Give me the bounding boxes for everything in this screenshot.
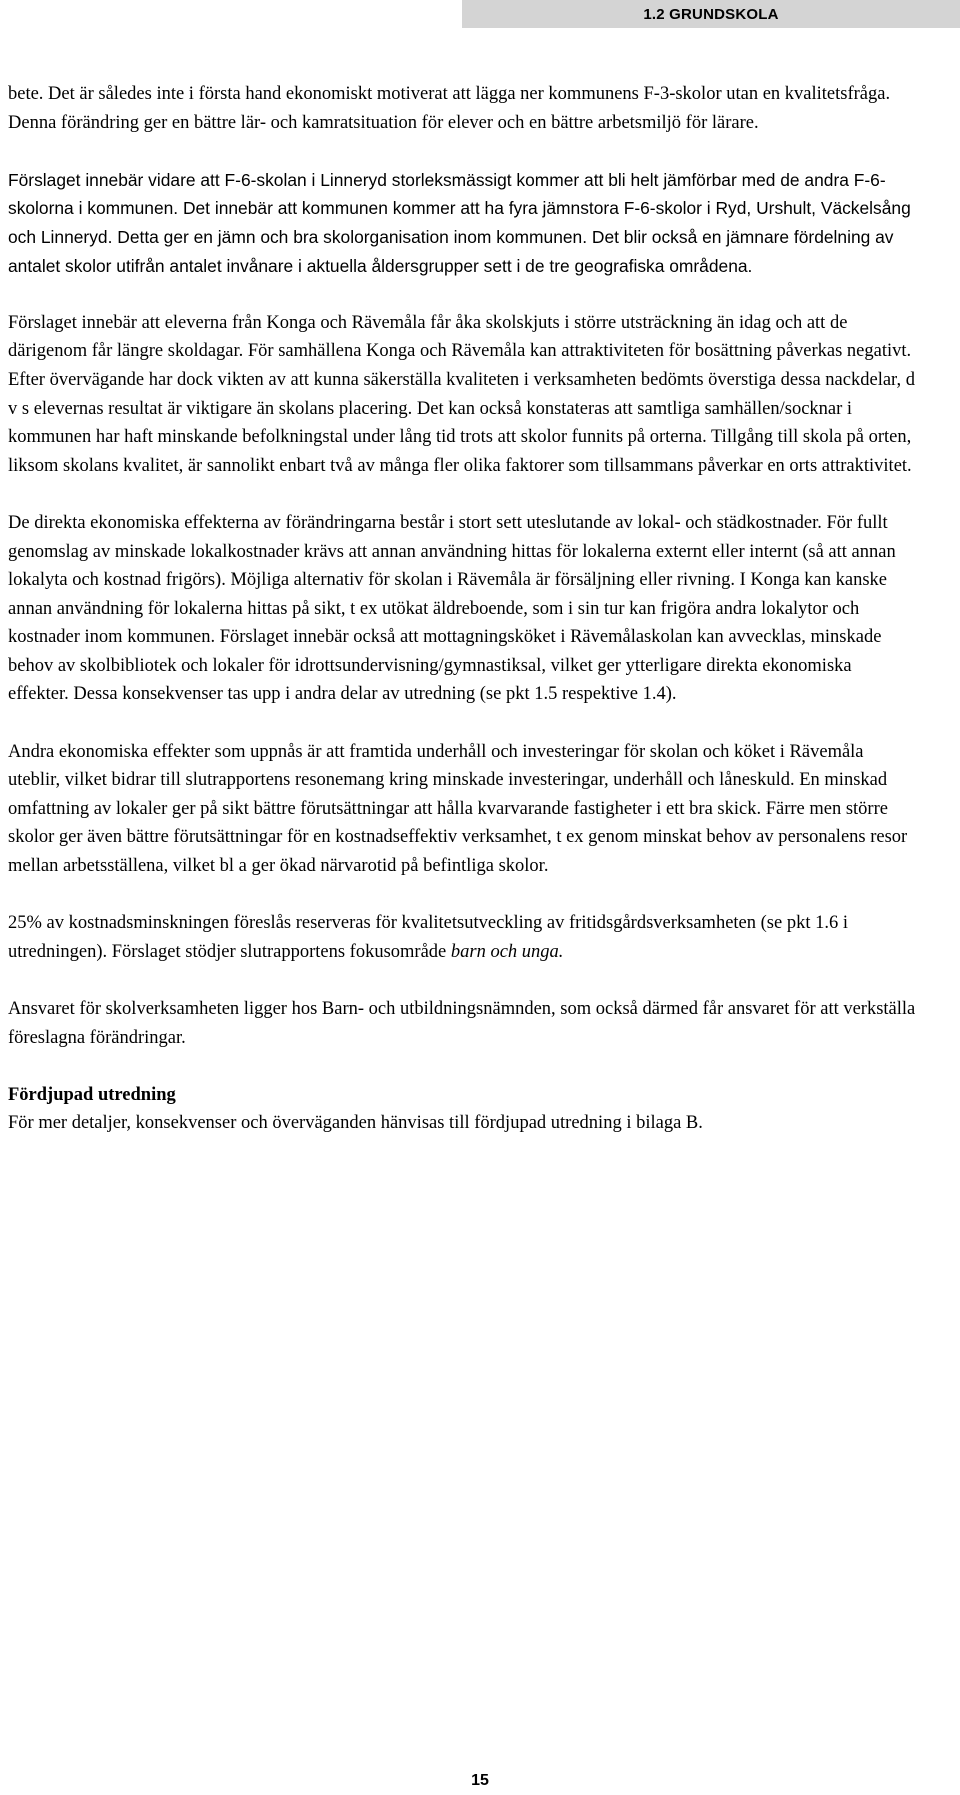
paragraph-other-economic: Andra ekonomiska effekter som uppnås är att framtida underhåll och investeringar för skolan och köket i Rävemåla uteblir, vilket bidrar till slutrapportens resonemang kring minskade investeringar, underhåll och låneskuld. En minskad omfattning av lokaler ger på sikt bättre förutsättningar att hålla kvarvarande fastigheter i ett bra skick. Färre men större skolor ger även bättre förutsättningar för en kostnadseffektiv verksamhet, t ex genom minskat behov av personalens resor mellan arbetsställena, vilket bl a ger ökad närvarotid på befintliga skolor. bbox=[8, 741, 908, 877]
paragraph-gap bbox=[8, 480, 916, 509]
paragraph-gap bbox=[8, 137, 916, 166]
paragraph-gap bbox=[8, 280, 916, 309]
section-heading: Fördjupad utredning bbox=[8, 1084, 176, 1105]
paragraph-cost-reduction-text: 25% av kostnadsminskningen föreslås reserveras för kvalitetsutveckling av fritidsgårdsverksamheten (se pkt 1.6 i utredningen). Förslaget stödjer slutrapportens fokusområde bbox=[8, 913, 848, 962]
section-header bbox=[462, 0, 960, 28]
paragraph-linneryd-part3: Detta ger en jämn och bra skolorganisation inom kommunen. bbox=[112, 226, 588, 247]
paragraph-responsibility: Ansvaret för skolverksamheten ligger hos Barn- och utbildningsnämnden, som också därmed får ansvaret för att verkställa föreslagna förändringar. bbox=[8, 999, 916, 1048]
paragraph-gap bbox=[8, 709, 916, 738]
paragraph-cost-reduction bbox=[8, 909, 916, 966]
paragraph-linneryd-part4: Det blir också en jämnare fördelning av antalet skolor utifrån antalet invånare i aktuella åldersgrupper sett i de tre geografiska områdena. bbox=[8, 226, 894, 276]
page-number: 15 bbox=[471, 1772, 489, 1789]
paragraph-appendix-reference: För mer detaljer, konsekvenser och överväganden hänvisas till fördjupad utredning i bilaga B. bbox=[8, 1113, 703, 1134]
paragraph-skolskjuts: Förslaget innebär att eleverna från Konga och Rävemåla får åka skolskjuts i större utsträckning än idag och att de därigenom får längre skoldagar. För samhällena Konga och Rävemåla kan attraktiviteten för bosättning påverkas negativt. Efter övervägande har dock vikten av att kunna säkerställa kvaliteten i verksamheten bedömts överstiga dessa nackdelar, d v s elevernas resultat är viktigare än skolans placering. Det kan också konstateras att samtliga samhällen/socknar i kommunen har haft minskande befolkningstal under lång tid trots att skolor funnits på orterna. Tillgång till skola på orten, liksom skolans kvalitet, är sannolikt enbart två av många fler olika faktorer som tillsammans påverkar en orts attraktivitet. bbox=[8, 312, 915, 476]
focus-area-emphasis: barn och unga. bbox=[450, 941, 564, 962]
paragraph-gap bbox=[8, 881, 916, 910]
paragraph-gap bbox=[8, 1052, 916, 1081]
paragraph-linneryd-part2: Det innebär att kommunen kommer att ha fyra jämnstora F-6-skolor i Ryd, Urshult, Väckelsång och Linneryd. bbox=[8, 198, 911, 247]
section-label: 1.2 GRUNDSKOLA bbox=[643, 5, 779, 23]
paragraph-gap bbox=[8, 966, 916, 995]
paragraph-direct-economic: De direkta ekonomiska effekterna av förändringarna består i stort sett uteslutande av lokal- och städkostnader. För fullt genomslag av minskade lokalkostnader krävs att annan användning hittas för lokalerna externt eller internt (så att annan lokalyta och kostnad frigörs). Möjliga alternativ för skolan i Rävemåla är försäljning eller rivning. I Konga kan kanske annan användning för lokalerna hittas på sikt, t ex utökat äldreboende, som i sin tur kan frigöra andra lokalytor och kostnader inom kommunen. Förslaget innebär också att mottagningsköket i Rävemålaskolan kan avvecklas, minskade behov av skolbibliotek och lokaler för idrottsundervisning/gymnastiksal, vilket ger ytterligare direkta ekonomiska effekter. Dessa konsekvenser tas upp i andra delar av utredning (se pkt 1.5 respektive 1.4). bbox=[8, 512, 896, 705]
paragraph-linneryd bbox=[8, 166, 916, 280]
document-body bbox=[8, 80, 916, 1138]
paragraph-linneryd-part1: Förslaget innebär vidare att F-6-skolan i Linneryd storleksmässigt kommer att bli helt jämförbar med de andra F-6-skolorna i kommunen. bbox=[8, 169, 886, 219]
paragraph-intro: bete. Det är således inte i första hand ekonomiskt motiverat att lägga ner kommunens F-3-skolor utan en kvalitetsfråga. Denna förändring ger en bättre lär- och kamratsituation för elever och en bättre arbetsmiljö för lärare. bbox=[8, 84, 891, 133]
